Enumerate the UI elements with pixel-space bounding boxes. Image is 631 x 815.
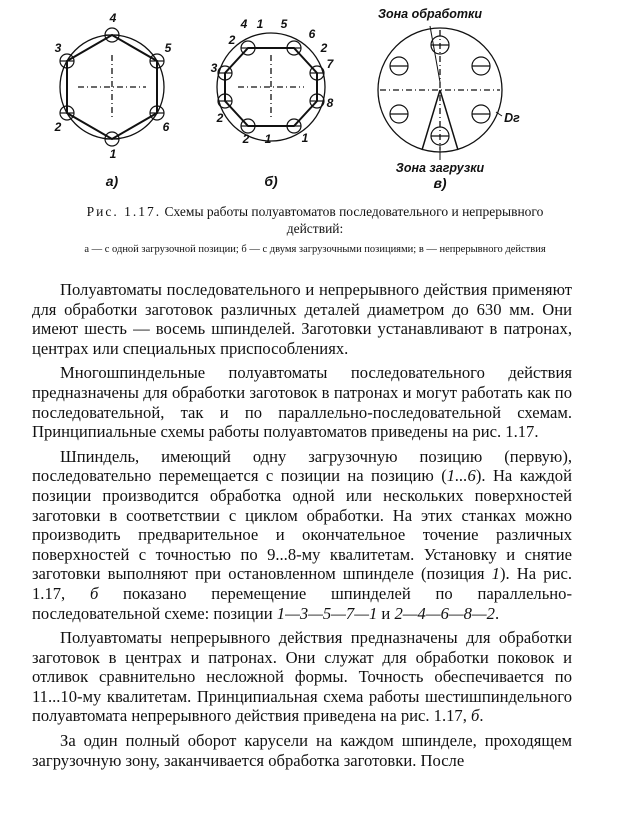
caption-title: Схемы работы полуавтоматов последовательного и непрерывного действий: <box>164 204 544 236</box>
label-a-2: 2 <box>54 120 62 134</box>
p3-part: Шпиндель, имеющий одну загрузочную позицию (первую), последовательно перемещается с позиции на позицию ( <box>32 446 572 486</box>
p3-italic: 1 <box>491 564 500 584</box>
label-b-1b: 1 <box>301 131 309 145</box>
sublabel-c: в) <box>433 175 447 191</box>
p3-part: ). На каждой позиции производится обработка одной или нескольких поверхностей заготовки в соответствии с циклом обработки. На этих станках можно производить предварительное и окончательное точение различных поверхностей с точностью по 9...8-му квалитетам. Установку и снятие заготовки выполняют при остановленном шпинделе (позиция <box>32 466 572 584</box>
label-b-1: 1 <box>256 17 264 31</box>
body-text <box>32 280 572 775</box>
dg-label: Dг <box>504 111 520 125</box>
label-b-7: 7 <box>326 57 334 71</box>
paragraph-1: Полуавтоматы последовательного и непрерывного действия применяют для обработки заготовок различных деталей диаметром до 630 мм. Они имеют шесть — восемь шпинделей. Заготовки устанавливают в патронах, центрах или специальных приспособлениях. <box>32 280 572 358</box>
label-b-5: 5 <box>280 17 288 31</box>
p4-italic: б <box>471 706 480 726</box>
p3-italic: 1—3—5—7—1 <box>276 603 378 623</box>
paragraph-3 <box>32 447 572 623</box>
p3-part: показано перемещение шпинделей по параллельно-последовательной схеме: позиции <box>32 583 572 623</box>
label-a-1: 1 <box>109 147 117 161</box>
label-a-6: 6 <box>162 120 170 134</box>
label-b-4: 4 <box>240 17 248 31</box>
p4-part: Полуавтоматы непрерывного действия предназначены для обработки заготовок в центрах и патронах. Они служат для обработки поковок и отливок сравнительно несложной формы. Точность обеспечивается по 11...10-му квалитетам. Принципиальная схема работы шестишпиндельного полуавтомата непрерывного действия приведена на рис. 1.17, <box>32 628 572 726</box>
label-b-2: 2 <box>320 41 328 55</box>
figure-subcaption: а — с одной загрузочной позиции; б — с двумя загрузочными позициями; в — непрерывного действия <box>84 244 546 255</box>
figure-caption <box>60 203 570 237</box>
figure-1-17 <box>0 0 631 200</box>
label-b-8: 8 <box>326 96 334 110</box>
diagram-b <box>217 33 325 141</box>
sublabel-b: б) <box>264 173 278 189</box>
zone-processing-label: Зона обработки <box>377 7 483 21</box>
p3-part: . <box>494 603 500 623</box>
caption-lead: Рис. 1.17. <box>86 204 162 219</box>
label-b-6: 6 <box>308 27 316 41</box>
p3-italic: 2—4—6—8—2 <box>394 603 495 623</box>
sublabel-a: а) <box>105 173 119 189</box>
paragraph-4 <box>32 628 572 726</box>
label-a-5: 5 <box>164 41 172 55</box>
zone-loading-label: Зона загрузки <box>395 161 485 175</box>
p3-italic: б <box>89 583 99 603</box>
p4-part: . <box>479 706 484 726</box>
diagram-c <box>378 26 502 160</box>
paragraph-5: За один полный оборот карусели на каждом шпинделе, проходящем загрузочную зону, заканчивается обработка заготовки. После <box>32 731 572 770</box>
p3-part: ). На рис. 1.17, <box>32 564 573 603</box>
label-b-3: 3 <box>210 61 218 75</box>
diagram-a <box>60 28 164 146</box>
label-b-2d: 2 <box>228 33 236 47</box>
label-b-2c: 2 <box>216 111 224 125</box>
p3-part: и <box>377 603 395 623</box>
label-a-3: 3 <box>54 41 62 55</box>
p3-italic: 1...6 <box>446 466 476 486</box>
label-a-4: 4 <box>109 11 117 25</box>
label-b-2b: 2 <box>242 132 250 146</box>
paragraph-2: Многошпиндельные полуавтоматы последовательного действия предназначены для обработки заготовок в патронах и могут работать как по последовательной, так и по параллельно-последовательной схемам. Принципиальные схемы работы полуавтоматов приведены на рис. 1.17. <box>32 363 572 442</box>
label-b-1c: 1 <box>264 132 272 146</box>
